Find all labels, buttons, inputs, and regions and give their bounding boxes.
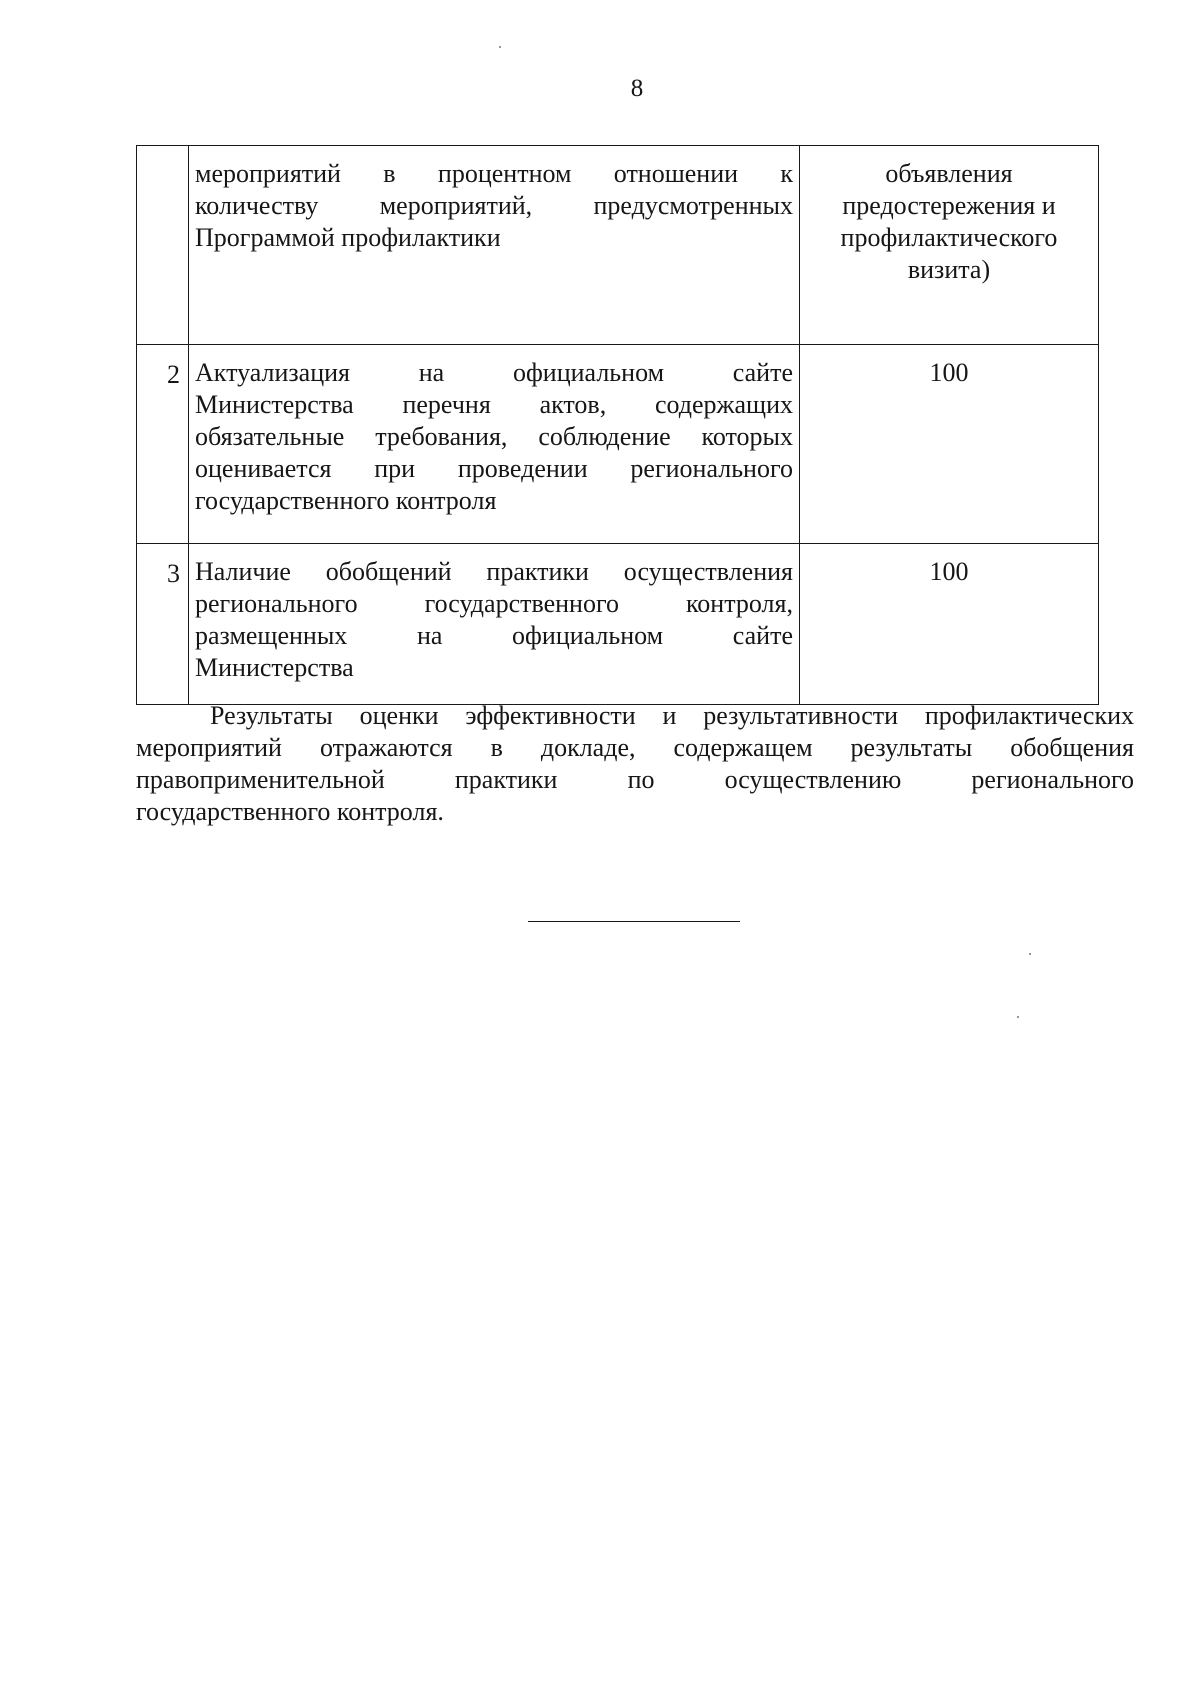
cell-text-line: размещенных на официальном сайте: [195, 621, 793, 650]
indicator-name-cell: [189, 544, 800, 705]
paragraph-line: Результаты оценки эффективности и результативности профилактических: [210, 701, 1134, 730]
table-row: [137, 345, 1099, 544]
results-paragraph: [136, 700, 1134, 828]
cell-text-line: Наличие обобщений практики осуществления: [195, 557, 793, 586]
table-row: [137, 146, 1099, 345]
scan-speck: [1029, 953, 1031, 955]
cell-text-line: 100: [929, 358, 969, 387]
paragraph-line: государственного контроля.: [136, 797, 444, 826]
cell-text-line: визита): [907, 255, 991, 284]
row-number-cell: 3: [137, 544, 189, 705]
indicators-table: [136, 145, 1099, 705]
cell-text-line: Министерства перечня актов, содержащих: [195, 390, 793, 419]
scan-speck: [499, 46, 501, 48]
scan-speck: [1017, 1016, 1019, 1018]
cell-text-line: государственного контроля: [195, 486, 497, 515]
cell-text-line: количеству мероприятий, предусмотренных: [195, 191, 793, 220]
cell-text-line: регионального государственного контроля,: [195, 589, 793, 618]
cell-text-line: Программой профилактики: [195, 223, 501, 252]
indicator-value-cell: [800, 345, 1099, 544]
cell-text-line: Актуализация на официальном сайте: [195, 358, 793, 387]
paragraph-line: мероприятий отражаются в докладе, содержащем результаты обобщения: [136, 733, 1134, 762]
indicator-value-cell: [800, 146, 1099, 345]
row-number-cell: 2: [137, 345, 189, 544]
end-separator-line: [528, 921, 740, 922]
row-number-cell: [137, 146, 189, 345]
paragraph-line: правоприменительной практики по осуществлению регионального: [136, 765, 1134, 794]
table-row: [137, 544, 1099, 705]
page-number: 8: [630, 75, 644, 102]
cell-text-line: Министерства: [195, 653, 354, 682]
indicator-value-cell: [800, 544, 1099, 705]
cell-text-line: оценивается при проведении регионального: [195, 454, 793, 483]
indicators-table-container: [136, 145, 1098, 705]
indicator-name-cell: [189, 345, 800, 544]
cell-text-line: 100: [929, 557, 969, 586]
cell-text-line: профилактического: [840, 223, 1058, 252]
indicator-name-cell: [189, 146, 800, 345]
cell-text-line: объявления: [885, 159, 1013, 188]
cell-text-line: предостережения и: [842, 191, 1056, 220]
cell-text-line: мероприятий в процентном отношении к: [195, 159, 793, 188]
cell-text-line: обязательные требования, соблюдение которых: [195, 422, 793, 451]
